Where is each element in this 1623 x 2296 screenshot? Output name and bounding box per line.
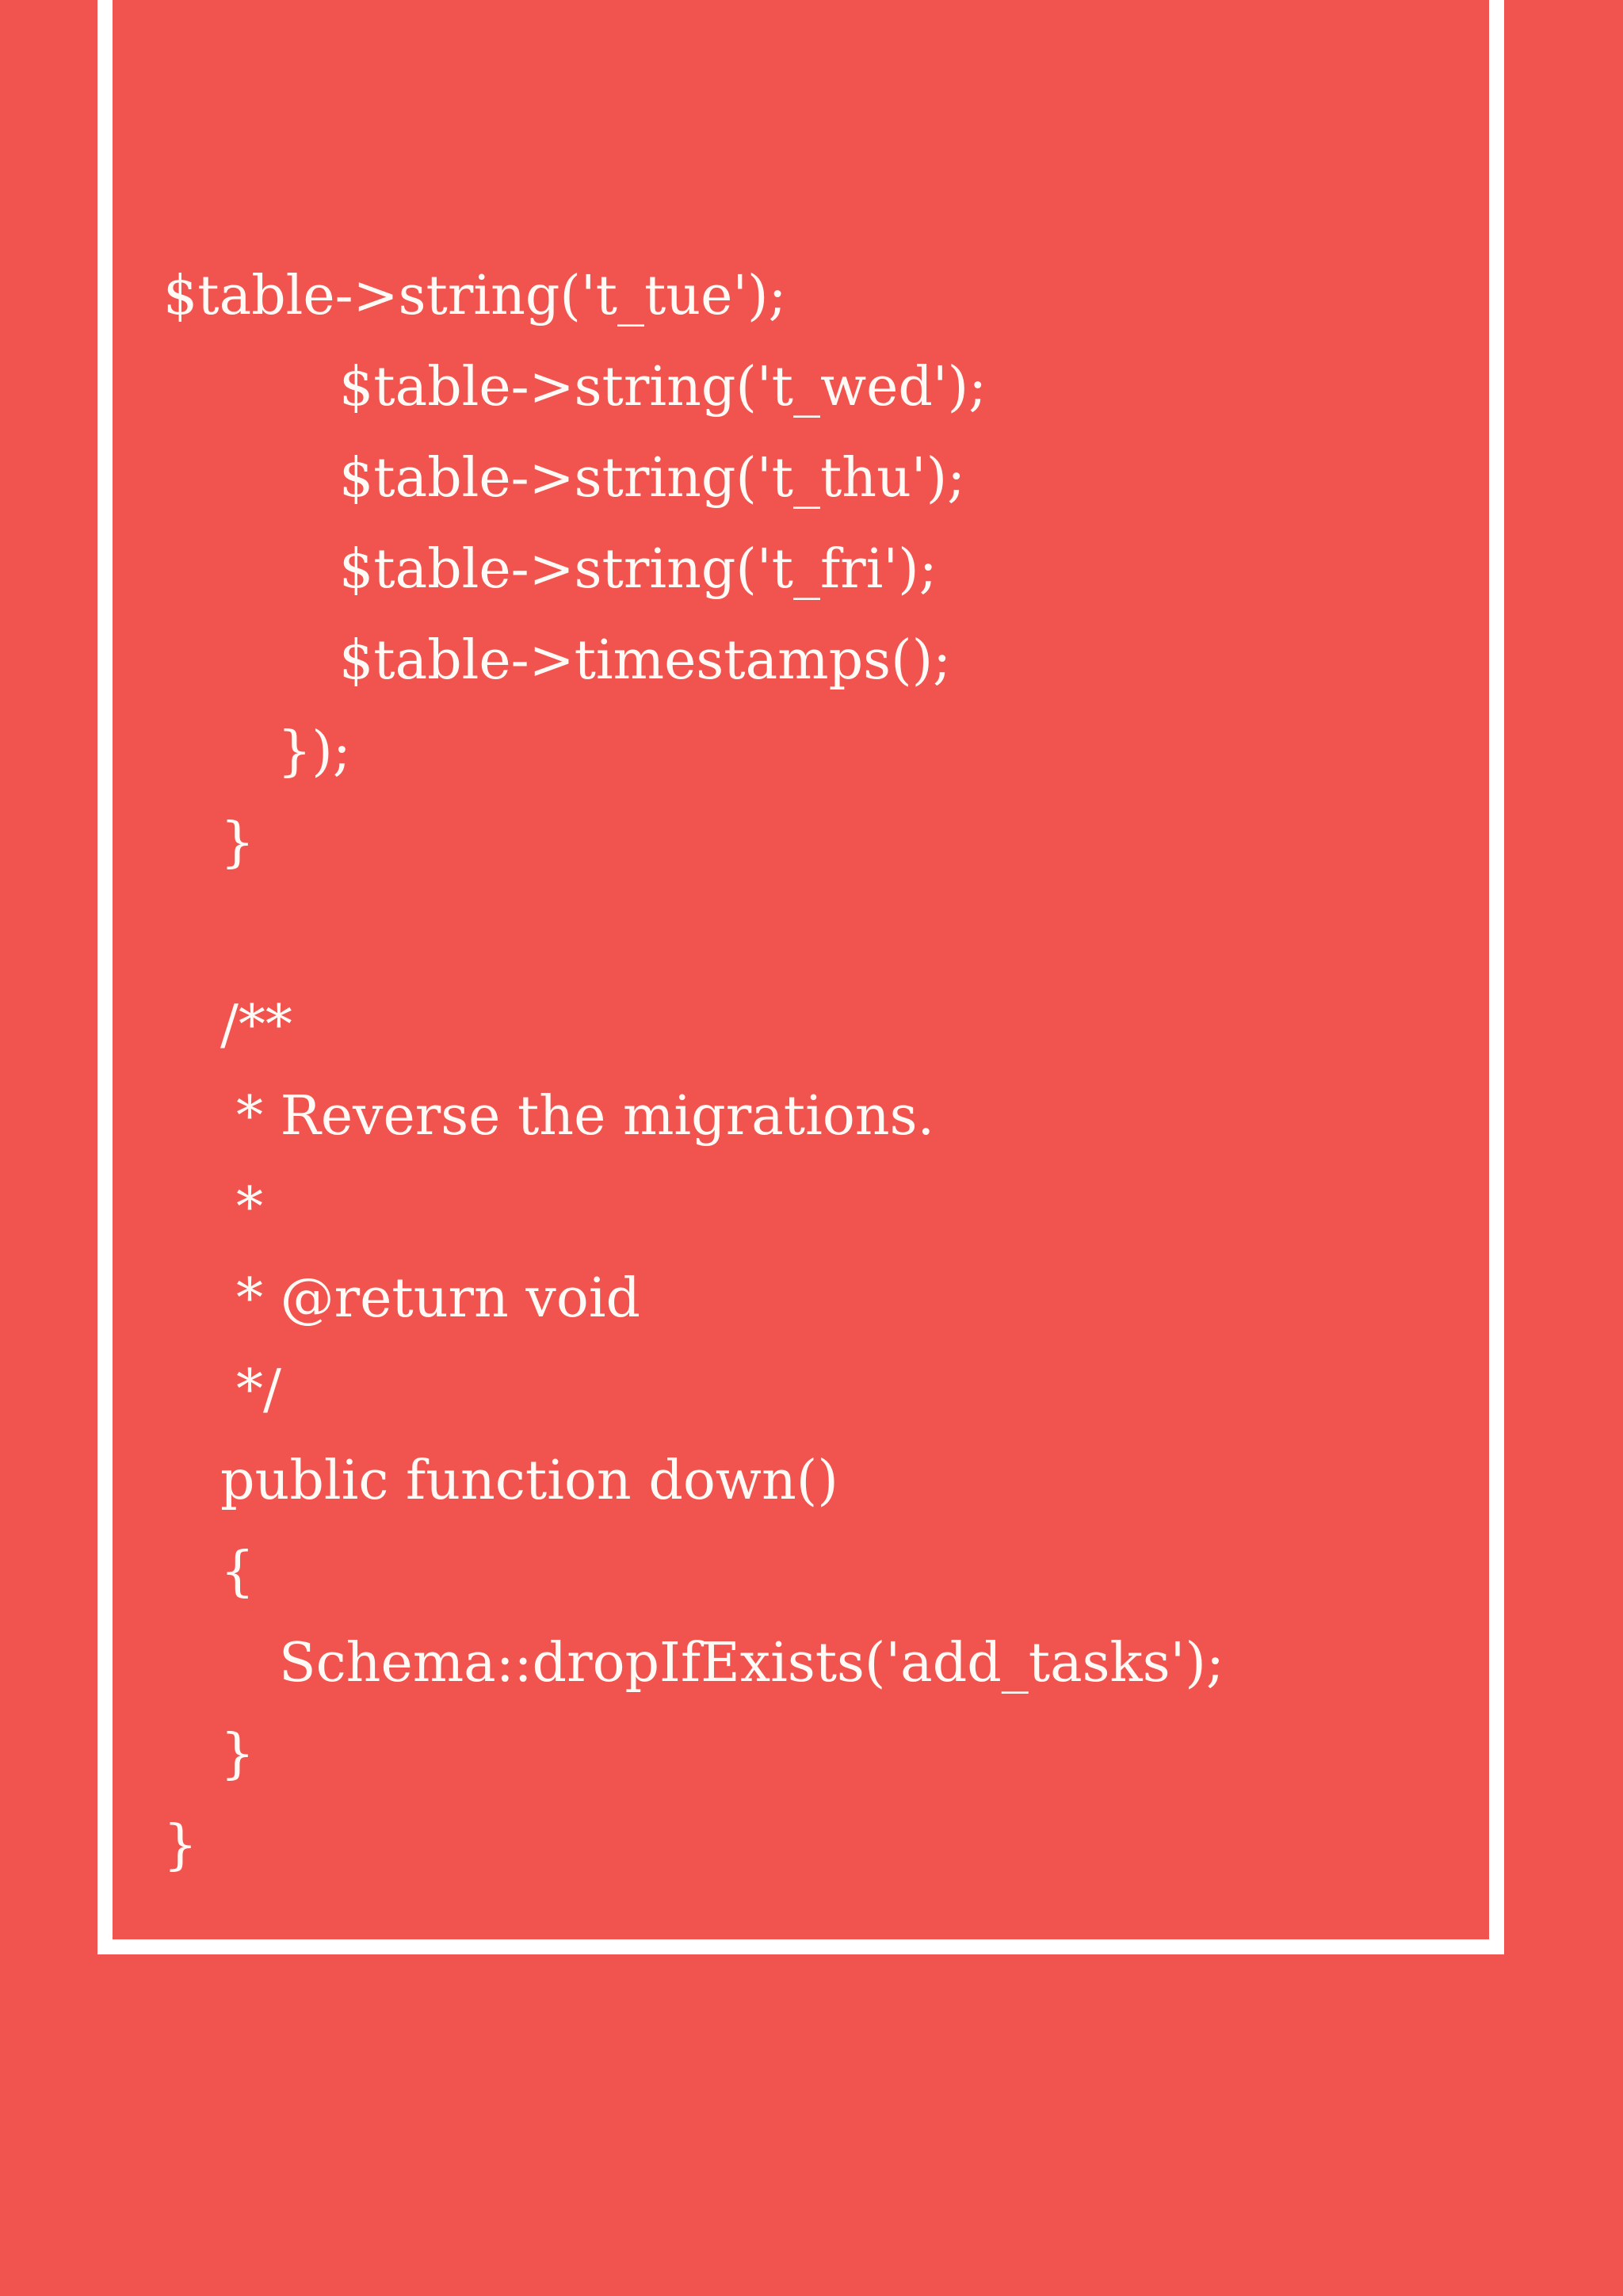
code-line: /** xyxy=(220,994,292,1056)
code-line: * @return void xyxy=(236,1267,641,1330)
code-line: }); xyxy=(277,720,351,783)
code-line: * Reverse the migrations. xyxy=(236,1085,935,1148)
code-line: } xyxy=(220,1723,255,1786)
code-line: Schema::dropIfExists('add_tasks'); xyxy=(279,1632,1224,1694)
code-line: */ xyxy=(236,1358,281,1421)
code-line: $table->string('t_thu'); xyxy=(339,447,966,510)
code-line: $table->string('t_wed'); xyxy=(339,356,987,418)
code-line: { xyxy=(220,1541,255,1603)
code-line: public function down() xyxy=(220,1450,838,1512)
code-line: $table->string('t_fri'); xyxy=(339,538,938,601)
code-line: $table->string('t_tue'); xyxy=(163,265,787,327)
code-line: * xyxy=(236,1176,263,1239)
code-line: } xyxy=(220,812,255,874)
code-line: } xyxy=(163,1814,198,1877)
code-line: $table->timestamps(); xyxy=(339,629,952,692)
